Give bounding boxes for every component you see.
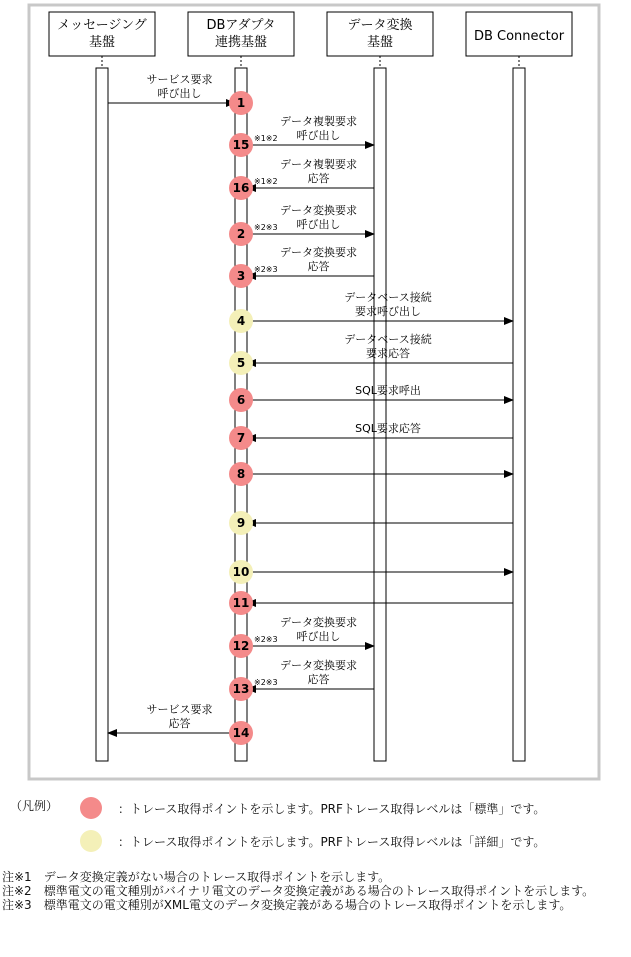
lane-header-label: DBアダプタ — [206, 18, 276, 33]
trace-point-number: 6 — [236, 393, 246, 407]
activation-bar — [374, 68, 386, 761]
trace-point-6 — [229, 388, 253, 412]
message-label: 応答 — [307, 673, 330, 686]
message-label: SQL要求応答 — [355, 422, 421, 435]
message-note-marker: ※2※3 — [254, 678, 278, 687]
lane-header-label: 基盤 — [88, 35, 116, 50]
trace-point-9 — [229, 511, 253, 535]
message-14 — [247, 615, 374, 646]
activation-bar — [96, 68, 108, 761]
trace-point-number: 1 — [236, 96, 246, 110]
trace-point-number: 12 — [232, 639, 250, 653]
message-5 — [247, 245, 374, 276]
trace-point-12 — [229, 634, 253, 658]
trace-point-3 — [229, 264, 253, 288]
activation-bar — [513, 68, 525, 761]
message-label: 応答 — [168, 717, 191, 730]
note-3: 注※3 標準電文の電文種別がXML電文のデータ変換定義がある場合のトレース取得ポイントを示します。 — [2, 898, 572, 912]
trace-point-5 — [229, 351, 253, 375]
trace-point-number: 7 — [236, 431, 246, 445]
message-label: 呼び出し — [296, 129, 341, 142]
trace-point-10 — [229, 560, 253, 584]
trace-point-number: 14 — [232, 726, 250, 740]
message-label: データ複製要求 — [280, 158, 357, 171]
message-2 — [247, 114, 374, 145]
message-label: データベース接続 — [344, 291, 432, 304]
message-label: 要求応答 — [366, 347, 410, 360]
trace-point-number: 15 — [232, 138, 250, 152]
trace-point-16 — [229, 176, 253, 200]
message-label: データベース接続 — [344, 333, 432, 346]
trace-point-13 — [229, 677, 253, 701]
lane-header-label: DB Connector — [473, 29, 565, 44]
legend-label: （凡例） — [10, 799, 59, 813]
trace-point-number: 5 — [236, 356, 246, 370]
trace-point-1 — [229, 91, 253, 115]
message-label: サービス要求 — [146, 703, 213, 716]
trace-point-number: 9 — [236, 516, 246, 530]
lane-header-label: 基盤 — [366, 35, 394, 50]
trace-point-number: 11 — [232, 596, 250, 610]
message-label: 呼び出し — [296, 630, 341, 643]
lane-header-label: メッセージング — [57, 18, 147, 33]
lane-header-label: データ変換 — [347, 18, 413, 33]
message-note-marker: ※1※2 — [254, 134, 278, 143]
message-6 — [247, 290, 513, 321]
trace-point-number: 8 — [236, 467, 246, 481]
message-label: データ変換要求 — [280, 659, 357, 672]
message-label: 呼び出し — [296, 218, 341, 231]
message-3 — [247, 157, 374, 188]
trace-point-7 — [229, 426, 253, 450]
message-7 — [247, 332, 513, 363]
trace-point-14 — [229, 721, 253, 745]
message-label: 呼び出し — [157, 87, 202, 100]
message-label: データ変換要求 — [280, 204, 357, 217]
legend-detail-text: ：トレース取得ポイントを示します。PRFトレース取得レベルは「詳細」です。 — [118, 835, 546, 849]
notes — [2, 870, 628, 912]
legend-standard-text: ：トレース取得ポイントを示します。PRFトレース取得レベルは「標準」です。 — [118, 802, 546, 816]
trace-point-number: 13 — [232, 682, 250, 696]
message-label: 応答 — [307, 260, 330, 273]
message-note-marker: ※2※3 — [254, 223, 278, 232]
message-16 — [108, 702, 235, 733]
trace-point-number: 16 — [232, 181, 250, 195]
message-label: 応答 — [307, 172, 330, 185]
trace-point-number: 10 — [232, 565, 250, 579]
legend-detail-circle-icon — [80, 830, 102, 852]
message-15 — [247, 658, 374, 689]
note-2: 注※2 標準電文の電文種別がバイナリ電文のデータ変換定義がある場合のトレース取得ポイントを示します。 — [2, 884, 595, 898]
trace-point-15 — [229, 133, 253, 157]
message-4 — [247, 203, 374, 234]
message-label: データ変換要求 — [280, 616, 357, 629]
message-label: サービス要求 — [146, 73, 213, 86]
trace-point-11 — [229, 591, 253, 615]
trace-point-number: 2 — [236, 227, 246, 241]
message-note-marker: ※2※3 — [254, 265, 278, 274]
lane-header-label: 連携基盤 — [214, 35, 268, 50]
trace-point-number: 4 — [236, 314, 246, 328]
trace-point-4 — [229, 309, 253, 333]
trace-point-8 — [229, 462, 253, 486]
message-label: SQL要求呼出 — [355, 384, 421, 397]
message-note-marker: ※1※2 — [254, 177, 278, 186]
lifeline-conn — [466, 12, 572, 761]
message-note-marker: ※2※3 — [254, 635, 278, 644]
message-label: 要求呼び出し — [355, 305, 421, 318]
trace-point-number: 3 — [236, 269, 246, 283]
note-1: 注※1 データ変換定義がない場合のトレース取得ポイントを示します。 — [2, 870, 391, 884]
lifeline-msg — [49, 12, 155, 761]
message-label: データ変換要求 — [280, 246, 357, 259]
message-1 — [108, 72, 235, 103]
legend-standard-circle-icon — [80, 797, 102, 819]
trace-point-2 — [229, 222, 253, 246]
message-label: データ複製要求 — [280, 115, 357, 128]
